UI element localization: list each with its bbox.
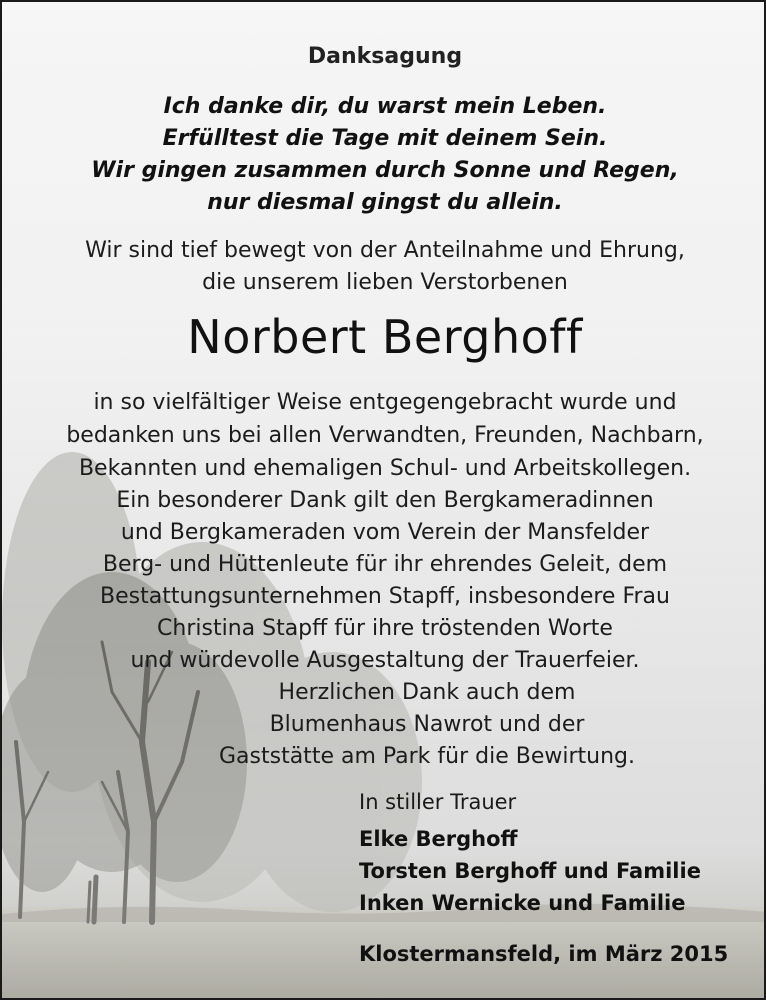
body-line: Blumenhaus Nawrot und der [269, 712, 585, 737]
body-line: Berg- und Hüttenleute für ihr ehrendes Geleit, dem [102, 552, 668, 577]
signatory: Elke Berghoff [359, 827, 518, 851]
body-line: Bekannten und ehemaligen Schul- und Arbeitskollegen. [78, 456, 692, 481]
intro-line: die unserem lieben Verstorbenen [202, 270, 568, 295]
mourning-label: In stiller Trauer [359, 790, 517, 814]
signatory: Torsten Berghoff und Familie [359, 859, 701, 883]
body-line: Gaststätte am Park für die Bewirtung. [219, 744, 635, 769]
body-line: Herzlichen Dank auch dem [278, 680, 576, 705]
heading: Danksagung [307, 44, 463, 69]
poem-line: Ich danke dir, du warst mein Leben. [163, 94, 607, 119]
place-date: Klostermansfeld, im März 2015 [359, 942, 729, 966]
body-line: und würdevolle Ausgestaltung der Trauerfeier. [130, 648, 640, 673]
poem-line: Erfülltest die Tage mit deinem Sein. [162, 126, 608, 151]
intro-line: Wir sind tief bewegt von der Anteilnahme und Ehrung, [85, 238, 685, 263]
poem-line: Wir gingen zusammen durch Sonne und Regen, [91, 158, 679, 183]
body-line: bedanken uns bei allen Verwandten, Freunden, Nachbarn, [66, 423, 704, 448]
poem-line: nur diesmal gingst du allein. [207, 190, 563, 215]
body-line: in so vielfältiger Weise entgegengebracht wurde und [93, 390, 677, 415]
signatory: Inken Wernicke und Familie [359, 891, 686, 915]
deceased-name: Norbert Berghoff [187, 310, 583, 364]
body-line: Bestattungsunternehmen Stapff, insbesondere Frau [100, 584, 670, 609]
body-line: und Bergkameraden vom Verein der Mansfelder [120, 520, 650, 545]
body-line: Ein besonderer Dank gilt den Bergkameradinnen [116, 488, 654, 513]
body-line: Christina Stapff für ihre tröstenden Worte [157, 616, 613, 641]
